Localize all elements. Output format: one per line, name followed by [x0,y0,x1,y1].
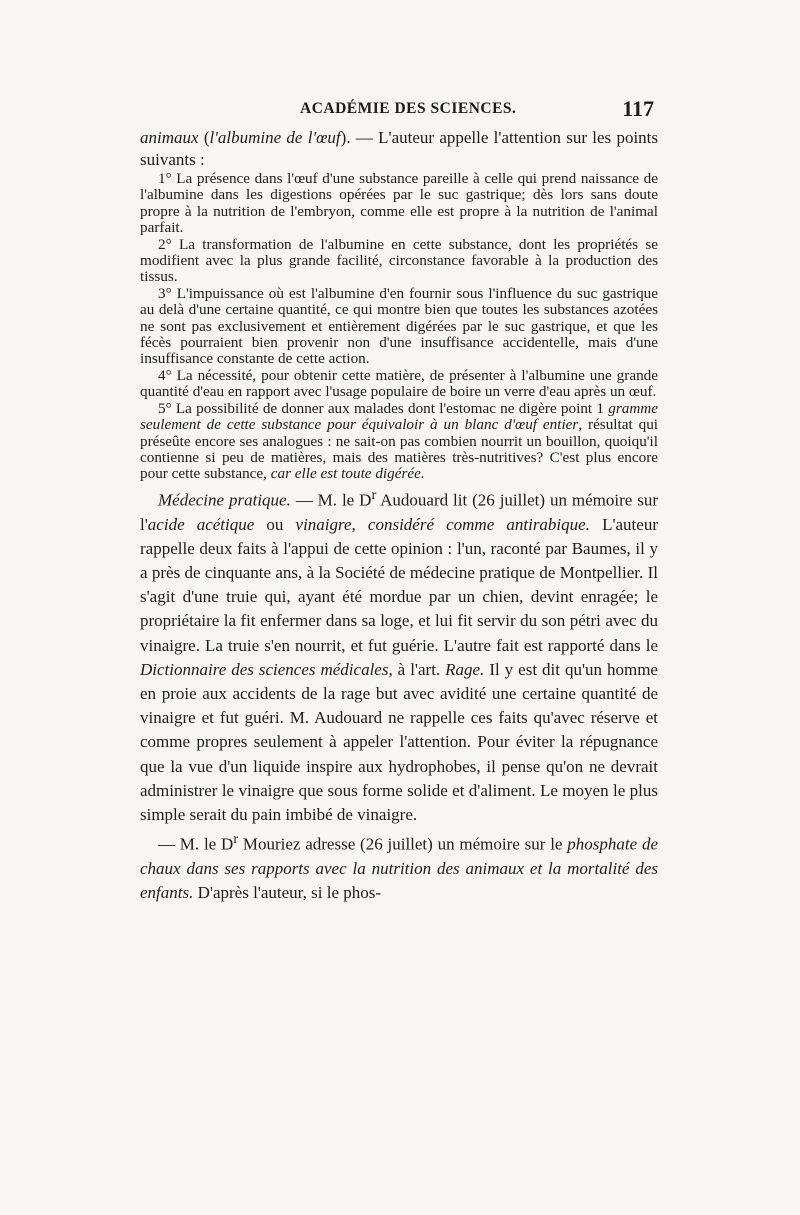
paragraph-medecine-pratique: Médecine pratique. — M. le $D^r$ Audouard lit (26 juillet) un mémoire sur l'acide acétique ou vinaigre, considéré comme antirabique. L'auteur rappelle deux faits à l'appui de cette opinion : l'un, raconté par Baumes, il y a près de cinquante ans, à la Société de médecine pratique de Montpellier. Il s'agit d'une truie qui, ayant été mordue par un chien, devint enragée; le propriétaire la fit enfermer dans sa loge, et lui fit servir du son pétri avec du vinaigre. La truie s'en nourrit, et fut guérie. L'autre fait est rapporté dans le Dictionnaire des sciences médicales, à l'art. Rage. Il y est dit qu'un homme en proie aux accidents de la rage but avec avidité une certaine quantité de vinaigre et fut guéri. M. Audouard ne rappelle ces faits qu'avec réserve et comme propres seulement à appeler l'attention. Pour éviter la répugnance que la vue d'un liquide inspire aux hydrophobes, il pense qu'on ne devrait administrer le vinaigre que sous forme solide et d'aliment. Le moyen le plus simple serait du pain imbibé de vinaigre. [140,486,658,825]
paragraph-point-2: 2° La transformation de l'albumine en cette substance, dont les propriétés se modifient avec la plus grande facilité, circonstance favorable à la production des tissus. [140,235,658,286]
italic-text: vinaigre, considéré comme antirabique. [295,514,590,534]
paragraph-mouriez: — M. le $D^r$ Mouriez adresse (26 juillet) un mémoire sur le phosphate de chaux dans ses rapports avec la nutrition des animaux et la mortalité des enfants. D'après l'auteur, si le phos- [140,831,658,903]
italic-text: animaux [140,128,199,147]
italic-text: acide acétique [147,514,255,534]
paragraph-point-1: 1° La présence dans l'œuf d'une substance pareille à celle qui prend naissance de l'albumine dans les digestions opérées par le suc gastrique; dès lors sans doute propre à la nutrition de l'embryon, comme elle est propre à la nutrition de l'animal parfait. [140,170,658,237]
paragraph-point-5: 5° La possibilité de donner aux malades dont l'estomac ne digère point 1 gramme seulement de cette substance pour équivaloir à un blanc d'œuf entier, résultat qui préseûte encore ses analogues : ne sait-on pas combien nourrit un bouillon, quoiqu'il contienne si peu de matières, mais des matières très-nutritives? C'est plus encore pour cette substance, car elle est toute digérée. [140,399,659,483]
running-header [140,96,658,126]
header-title: ACADÉMIE DES SCIENCES. [300,100,517,117]
paragraph-point-4: 4° La nécessité, pour obtenir cette matière, de présenter à l'albumine une grande quantité d'eau en rapport avec l'usage populaire de boire un verre d'eau après un œuf. [140,366,658,401]
italic-text: Rage. [445,659,485,679]
italic-text: gramme seulement de cette substance pour équivaloir à un blanc d'œuf entier [140,399,658,434]
page-number: 117 [622,96,654,121]
section-heading: Médecine pratique. [158,490,291,510]
italic-text: Dictionnaire des sciences médicales, [140,659,393,679]
page-body [140,127,658,905]
italic-text: phosphate de chaux dans ses rapports avec la nutrition des animaux et la mortalité des enfants. [140,834,658,903]
paragraph-continuation: animaux (l'albumine de l'œuf). — L'auteur appelle l'attention sur les points suivants : [140,128,659,169]
paragraph-point-3: 3° L'impuissance où est l'albumine d'en fournir sous l'influence du suc gastrique au delà d'une certaine quantité, ce qui montre bien que toutes les substances azotées ne sont pas exclusivement et entièrement digérées par le suc gastrique, et que les fécès pourraient bien provenir non d'une insuffisance accidentelle, mais d'une insuffisance constante de cette action. [140,284,658,368]
italic-text: car elle est toute digérée. [270,465,425,483]
italic-text: l'albumine de l'œuf [209,128,341,147]
